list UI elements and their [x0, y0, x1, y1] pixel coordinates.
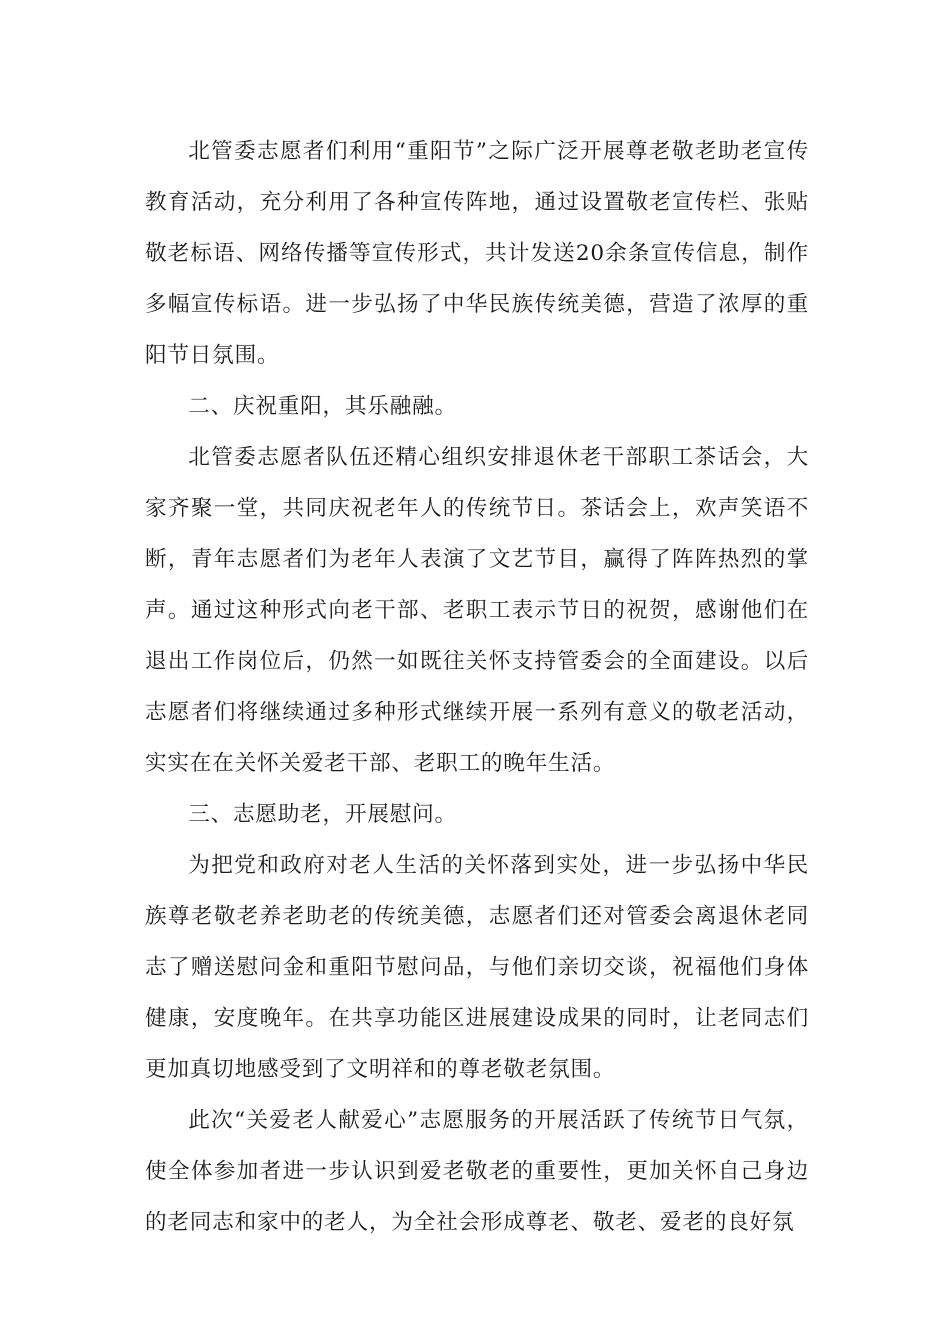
- paragraph-summary: 此次“关爱老人献爱心”志愿服务的开展活跃了传统节日气氛，使全体参加者进一步认识到爱老敬老的重要性，更加关怀自己身边的老同志和家中的老人，为全社会形成尊老、敬老、爱老的良好氛: [145, 1108, 809, 1235]
- paragraph-tea-party: 北管委志愿者队伍还精心组织安排退休老干部职工茶话会，大家齐聚一堂，共同庆祝老年人的传统节日。茶话会上，欢声笑语不断，青年志愿者们为老年人表演了文艺节目，赢得了阵阵热烈的掌声。通过这种形式向老干部、老职工表示节日的祝贺，感谢他们在退出工作岗位后，仍然一如既往关怀支持管委会的全面建设。以后志愿者们将继续通过多种形式继续开展一系列有意义的敬老活动，实实在在关怀关爱老干部、老职工的晚年生活。: [145, 445, 809, 776]
- heading-celebrate: 二、庆祝重阳，其乐融融。: [188, 394, 457, 419]
- paragraph-visit: 为把党和政府对老人生活的关怀落到实处，进一步弘扬中华民族尊老敬老养老助老的传统美德，志愿者们还对管委会离退休老同志了赠送慰问金和重阳节慰问品，与他们亲切交谈，祝福他们身体健康，安度晚年。在共享功能区进展建设成果的同时，让老同志们更加真切地感受到了文明祥和的尊老敬老氛围。: [145, 853, 809, 1082]
- paragraph-publicity: 北管委志愿者们利用“重阳节”之际广泛开展尊老敬老助老宣传教育活动，充分利用了各种宣传阵地，通过设置敬老宣传栏、张贴敬老标语、网络传播等宣传形式，共计发送20余条宣传信息，制作多幅宣传标语。进一步弘扬了中华民族传统美德，营造了浓厚的重阳节日氛围。: [145, 139, 809, 368]
- document-body: [145, 126, 809, 1248]
- heading-volunteer-visit: 三、志愿助老，开展慰问。: [188, 802, 457, 827]
